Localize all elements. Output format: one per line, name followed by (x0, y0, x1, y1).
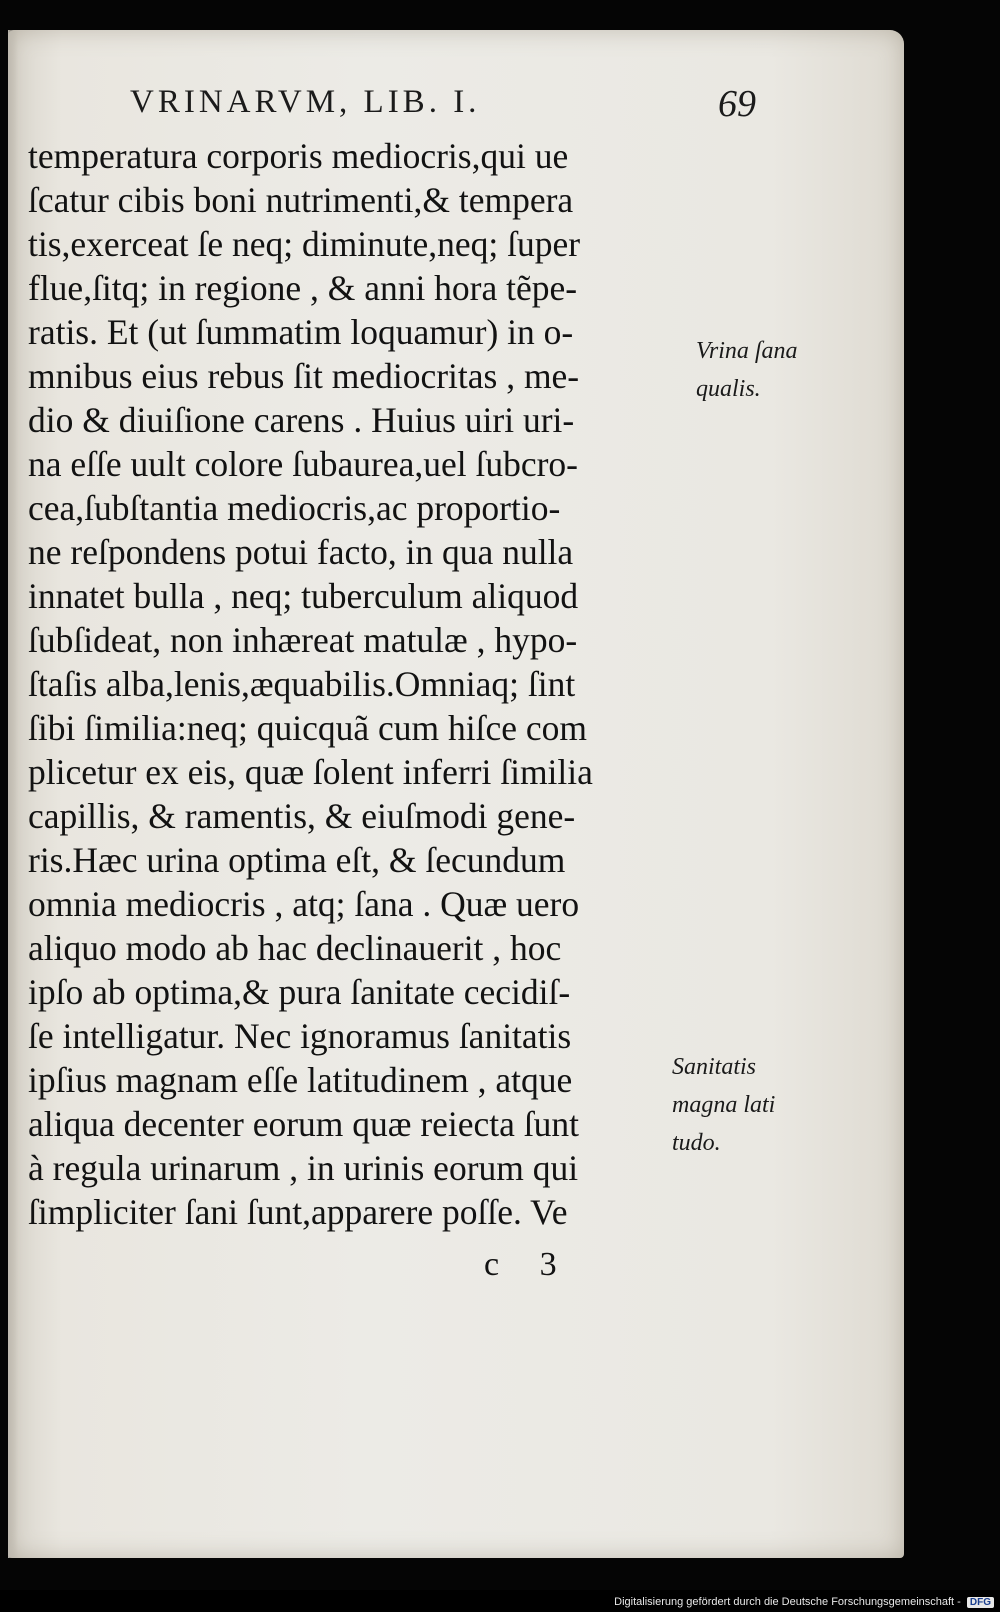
text-line: aliquo modo ab hac declinauerit , hoc (28, 928, 562, 968)
text-line: ſimpliciter ſani ſunt,apparere poſſe. Ve (28, 1192, 568, 1232)
text-line: ris.Hæc urina optima eſt, & ſecundum (28, 840, 566, 880)
text-line: mnibus eius rebus ſit mediocritas , me- (28, 356, 580, 396)
text-line: omnia mediocris , atq; ſana . Quæ uero (28, 884, 580, 924)
page-header (130, 84, 770, 134)
text-line: ſibi ſimilia:neq; quicquã cum hiſce com (28, 708, 587, 748)
funding-credit-text: Digitalisierung gefördert durch die Deutsche Forschungsgemeinschaft - (614, 1596, 961, 1608)
running-head: VRINARVM, LIB. I. (130, 84, 481, 120)
text-line: flue,ſitq; in regione , & anni hora tẽpe- (28, 268, 578, 308)
text-line: na eſſe uult colore ſubaurea,uel ſubcro- (28, 444, 579, 484)
text-line: capillis, & ramentis, & eiuſmodi gene- (28, 796, 576, 836)
page-number: 69 (718, 83, 756, 125)
text-line: innatet bulla , neq; tuberculum aliquod (28, 576, 579, 616)
text-line: ſcatur cibis boni nutrimenti,& tempera (28, 180, 574, 220)
text-line: ipſius magnam eſſe latitudinem , atque (28, 1060, 573, 1100)
text-line: cea,ſubſtantia mediocris,ac proportio- (28, 488, 561, 528)
marginal-note-line: magna lati (672, 1092, 776, 1118)
page-gutter-shadow (8, 30, 18, 1558)
marginal-note-line: Vrina ſana (696, 338, 798, 364)
dfg-logo-icon: DFG (967, 1597, 994, 1608)
text-line: ratis. Et (ut ſummatim loquamur) in o- (28, 312, 574, 352)
text-line: ne reſpondens potui facto, in qua nulla (28, 532, 574, 572)
marginal-note-health (672, 1048, 775, 1162)
text-line: aliqua decenter eorum quæ reiecta ſunt (28, 1104, 579, 1144)
text-line: ipſo ab optima,& pura ſanitate cecidiſ- (28, 972, 571, 1012)
text-line: tis,exerceat ſe neq; diminute,neq; ſuper (28, 224, 581, 264)
text-line: temperatura corporis mediocris,qui ue (28, 136, 569, 176)
marginal-note-line: tudo. (672, 1130, 721, 1156)
text-line: ſe intelligatur. Nec ignoramus ſanitatis (28, 1016, 572, 1056)
text-line: ſubſideat, non inhæreat matulæ , hypo- (28, 620, 578, 660)
text-line: plicetur ex eis, quæ ſolent inferri ſimilia (28, 752, 593, 792)
signature-mark: c 3 (484, 1246, 573, 1283)
marginal-note-urine (696, 332, 798, 408)
text-line: à regula urinarum , in urinis eorum qui (28, 1148, 579, 1188)
funding-credit (614, 1596, 994, 1608)
marginal-note-line: qualis. (696, 376, 761, 402)
footer-bar (0, 1590, 1000, 1612)
text-line: ſtaſis alba,lenis,æquabilis.Omniaq; ſint (28, 664, 576, 704)
body-text (28, 134, 688, 1234)
text-line: dio & diuiſione carens . Huius uiri uri- (28, 400, 575, 440)
marginal-note-line: Sanitatis (672, 1054, 757, 1080)
